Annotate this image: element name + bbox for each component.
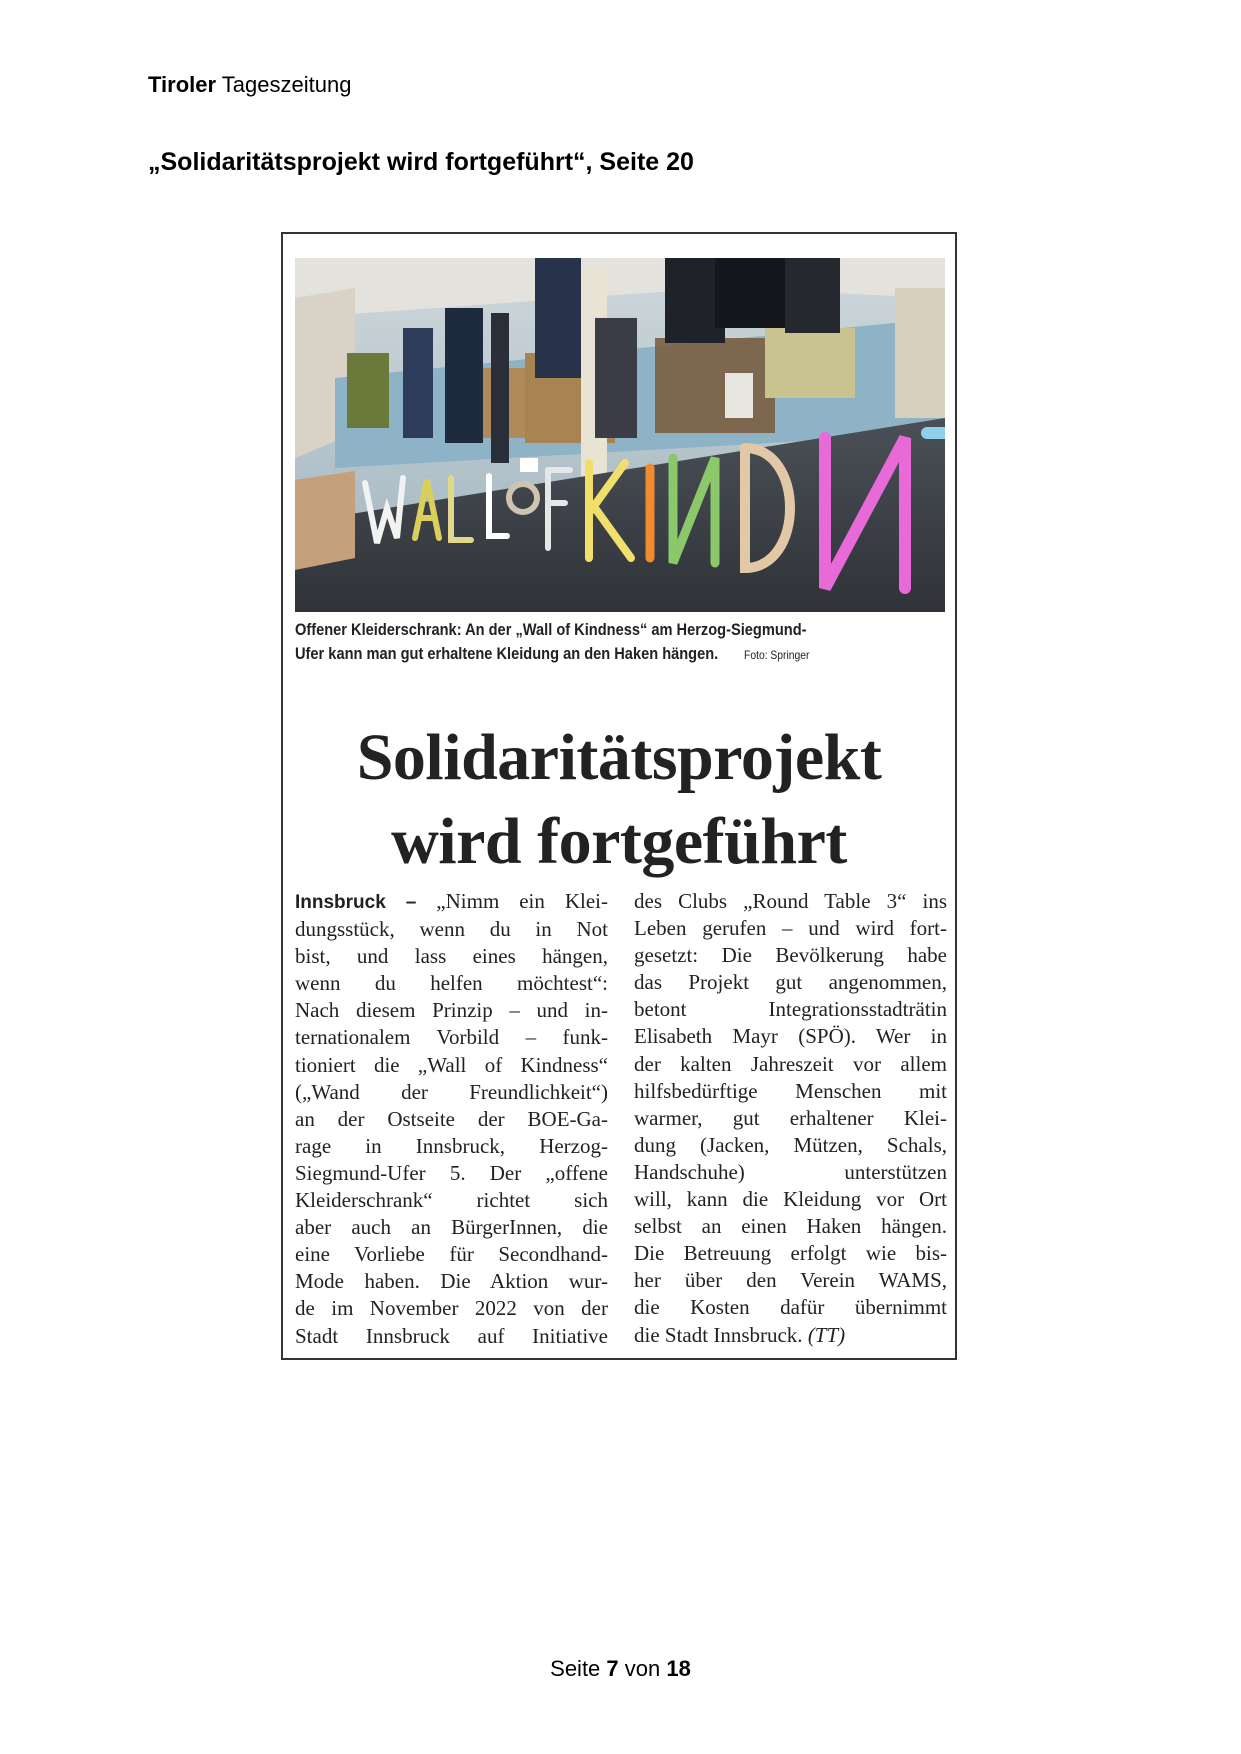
photo-caption	[295, 618, 945, 667]
article-line: dungsstück, wenn du in Not	[295, 917, 608, 942]
caption-line: Offener Kleiderschrank: An der „Wall of Kindness“ am Herzog-Siegmund-	[295, 620, 807, 639]
article-line: die Kosten dafür übernimmt	[634, 1295, 947, 1320]
article-line: wenn du helfen möchtest“:	[295, 971, 608, 996]
newspaper-clipping	[281, 232, 957, 1360]
current-page-number: 7	[606, 1656, 619, 1681]
article-line	[295, 888, 608, 916]
article-line	[634, 1322, 947, 1349]
article-line: des Clubs „Round Table 3“ ins	[634, 889, 947, 913]
article-line: Leben gerufen – und wird fort-	[634, 916, 947, 941]
article-line: tioniert die „Wall of Kindness“	[295, 1052, 608, 1077]
headline-line: Solidaritätsprojekt	[356, 721, 882, 794]
article-line: aber auch an BürgerInnen, die	[295, 1215, 608, 1240]
article-line: dung (Jacken, Mützen, Schals,	[634, 1132, 947, 1157]
photo-credit: Foto: Springer	[744, 648, 810, 662]
article-line: gesetzt: Die Bevölkerung habe	[634, 943, 947, 968]
caption-line-text: Ufer kann man gut erhaltene Kleidung an den Haken hängen.	[295, 644, 719, 663]
article-line: („Wand der Freundlichkeit“)	[295, 1079, 608, 1104]
article-line: Handschuhe) unterstützen	[634, 1159, 947, 1184]
article-line: der kalten Jahreszeit vor allem	[634, 1051, 947, 1076]
article-line: Mode haben. Die Aktion wur-	[295, 1269, 608, 1294]
article-line-text: „Nimm ein Klei-	[416, 889, 608, 913]
article-column-left	[295, 888, 608, 1350]
article-line: selbst an einen Haken hängen.	[634, 1214, 947, 1239]
article-line: hilfsbedürftige Menschen mit	[634, 1078, 947, 1103]
footer-prefix: Seite	[550, 1656, 607, 1681]
article-line: bist, und lass eines hängen,	[295, 944, 608, 969]
total-page-count: 18	[666, 1656, 691, 1681]
article-line-text: die Stadt Innsbruck.	[634, 1322, 808, 1347]
wall-of-kindness-photo	[295, 258, 945, 612]
footer-middle: von	[618, 1656, 667, 1681]
article-line: will, kann die Kleidung vor Ort	[634, 1187, 947, 1212]
dateline: Innsbruck –	[295, 892, 417, 913]
article-column-right	[634, 888, 947, 1350]
publication-name-rest: Tageszeitung	[216, 72, 352, 97]
article-photo	[295, 258, 945, 612]
article-line: Stadt Innsbruck auf Initiative	[295, 1323, 608, 1348]
headline-line: wird fortgeführt	[391, 805, 847, 878]
article-line: her über den Verein WAMS,	[634, 1268, 947, 1293]
article-headline	[283, 716, 955, 884]
article-line: an der Ostseite der BOE-Ga-	[295, 1106, 608, 1131]
article-line: das Projekt gut angenommen,	[634, 970, 947, 995]
caption-line	[295, 642, 945, 667]
article-line: eine Vorliebe für Secondhand-	[295, 1242, 608, 1267]
article-line: de im November 2022 von der	[295, 1296, 608, 1321]
author-signature: (TT)	[807, 1322, 846, 1347]
article-line: betont Integrationsstadträtin	[634, 997, 947, 1022]
article-line: warmer, gut erhaltener Klei-	[634, 1105, 947, 1130]
publication-name-bold: Tiroler	[148, 72, 217, 97]
article-line: Kleiderschrank“ richtet sich	[295, 1188, 608, 1213]
article-line: ternationalem Vorbild – funk-	[295, 1025, 608, 1050]
article-line: Siegmund-Ufer 5. Der „offene	[295, 1160, 608, 1185]
article-line: Nach diesem Prinzip – und in-	[295, 998, 608, 1023]
article-line: Elisabeth Mayr (SPÖ). Wer in	[634, 1024, 947, 1049]
page-footer	[0, 1656, 1241, 1682]
article-line: rage in Innsbruck, Herzog-	[295, 1133, 608, 1158]
article-body	[295, 888, 947, 1350]
article-line: Die Betreuung erfolgt wie bis-	[634, 1241, 947, 1266]
publication-name	[148, 72, 351, 98]
document-heading: „Solidaritätsprojekt wird fortgeführt“, Seite 20	[148, 148, 694, 176]
